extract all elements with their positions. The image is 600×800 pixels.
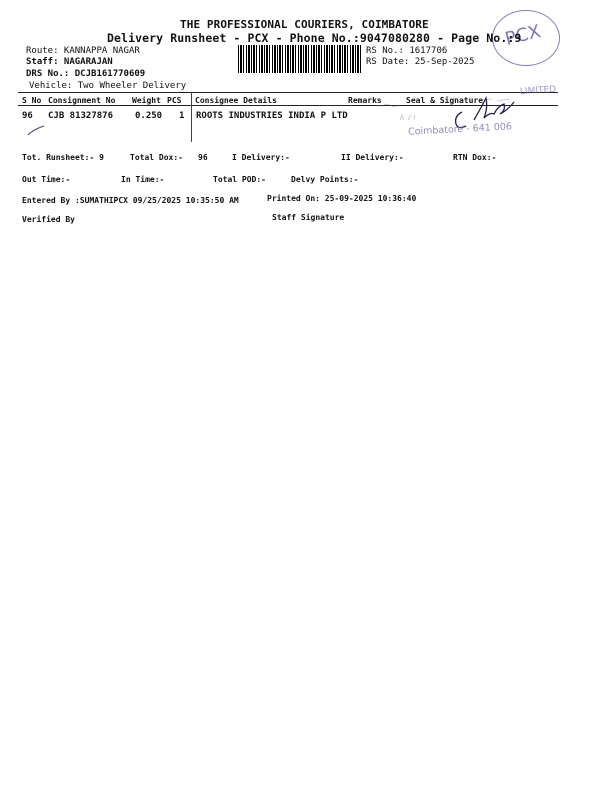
total-dox-label: Total Dox:- <box>130 153 183 162</box>
drs-barcode <box>238 45 363 73</box>
ii-delivery: II Delivery:- <box>341 153 404 162</box>
pcx-stamp-text: PCX <box>502 20 543 51</box>
tick-mark-icon <box>26 123 48 137</box>
row-sno: 96 <box>22 111 33 121</box>
column-divider <box>191 92 192 142</box>
i-delivery: I Delivery:- <box>232 153 290 162</box>
company-name: THE PROFESSIONAL COURIERS, COIMBATORE <box>180 18 429 31</box>
delvy-points: Delvy Points:- <box>291 175 359 184</box>
col-sno: S No <box>22 96 42 105</box>
limited-stamp-text: LIMITED <box>519 84 557 98</box>
verified-by: Verified By <box>22 215 75 224</box>
total-pod: Total POD:- <box>213 175 266 184</box>
total-dox-value: 96 <box>198 153 208 162</box>
col-remarks: Remarks <box>348 96 382 105</box>
col-seal-signature: Seal & Signature <box>406 96 484 105</box>
col-consignee: Consignee Details <box>195 96 277 105</box>
row-consignee: ROOTS INDUSTRIES INDIA P LTD <box>196 111 348 121</box>
coimbatore-stamp-text: Coimbatore - 641 006 <box>407 121 513 138</box>
rs-number: RS No.: 1617706 <box>366 46 448 56</box>
route-label: Route: KANNAPPA NAGAR <box>26 46 140 56</box>
col-consignment: Consignment No <box>48 96 116 105</box>
staff-signature: Staff Signature <box>272 213 345 222</box>
printed-on: Printed On: 25-09-2025 10:36:40 <box>267 194 417 203</box>
tot-runsheet: Tot. Runsheet:- 9 <box>22 153 104 162</box>
vehicle-label: Vehicle: Two Wheeler Delivery <box>29 81 187 91</box>
in-time: In Time:- <box>121 175 165 184</box>
out-time: Out Time:- <box>22 175 71 184</box>
row-weight: 0.250 <box>135 111 163 121</box>
entered-by: Entered By :SUMATHIPCX 09/25/2025 10:35:50 AM <box>22 196 239 205</box>
row-pcs: 1 <box>179 111 185 121</box>
col-weight: Weight <box>132 96 161 105</box>
runsheet-subtitle: Delivery Runsheet - PCX - Phone No.:9047080280 - Page No.:9 <box>107 31 522 45</box>
drs-number: DRS No.: DCJB161770609 <box>26 69 146 79</box>
col-pcs: PCS <box>167 96 182 105</box>
row-consignment: CJB 81327876 <box>48 111 114 121</box>
rs-date: RS Date: 25-Sep-2025 <box>366 57 475 67</box>
rtn-dox: RTN Dox:- <box>453 153 497 162</box>
staff-label: Staff: NAGARAJAN <box>26 57 113 67</box>
